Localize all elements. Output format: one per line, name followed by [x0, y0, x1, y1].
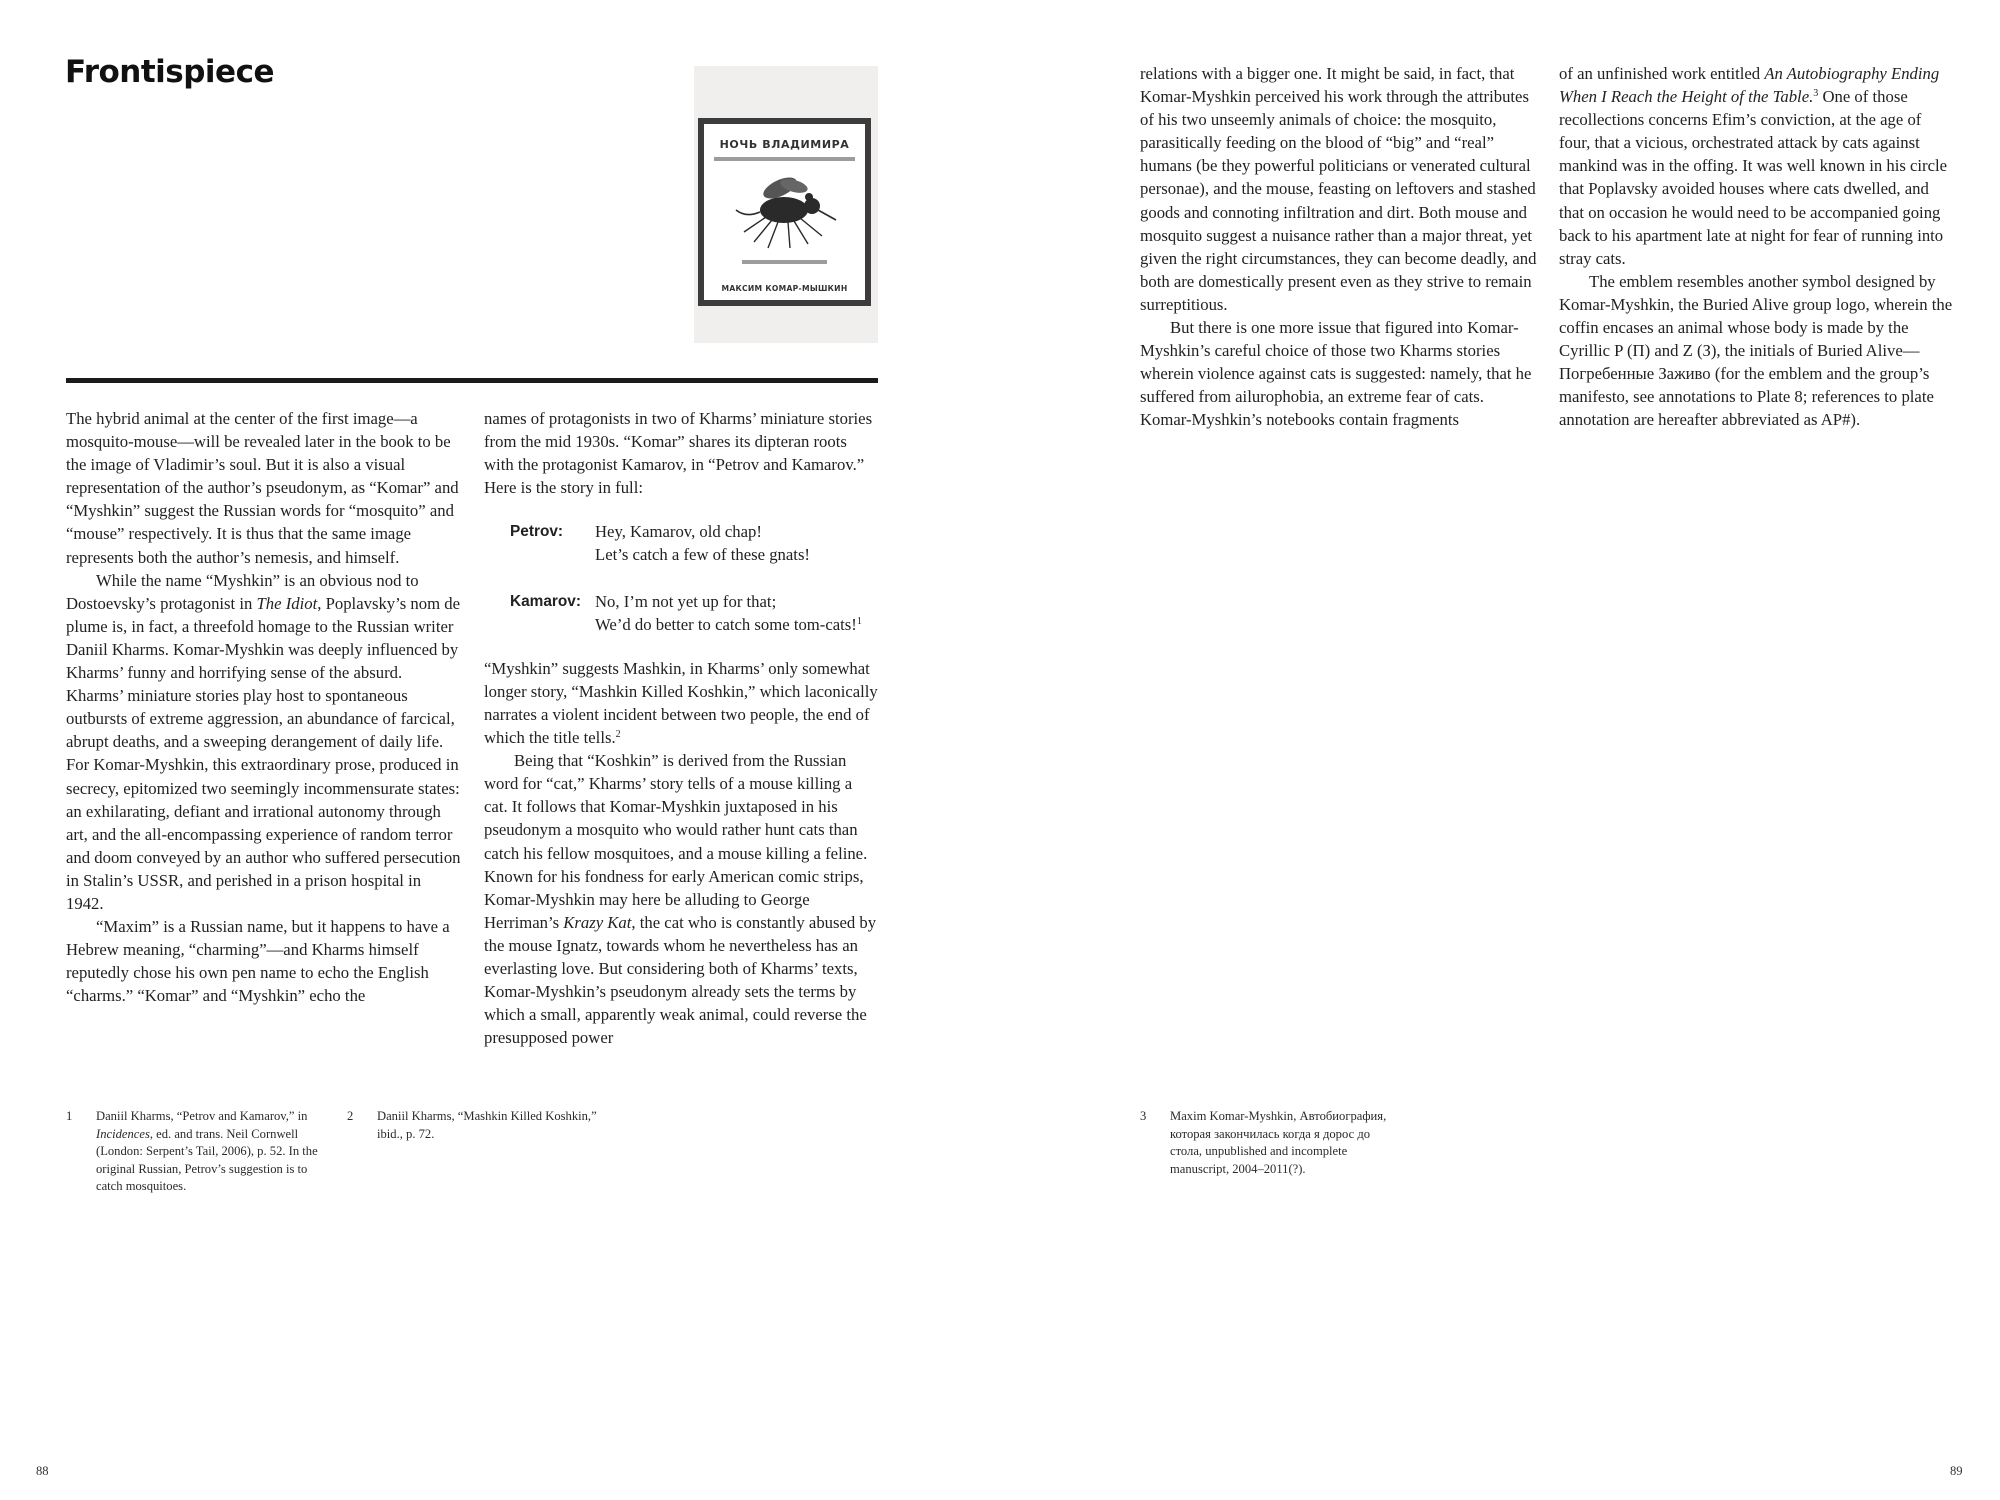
- footnote-2: [347, 1108, 600, 1143]
- text-run: , the cat who is constantly abused by the mouse Ignatz, towards whom he nevertheless has an everlasting love. But considering both of Kharms’ texts, Komar-Myshkin’s pseudonym already sets the terms by which a small, apparently weak animal, could reverse the presupposed power: [484, 912, 877, 1048]
- work-title: An Autobiography Ending When I Reach the Height of the Table.: [1559, 64, 1940, 107]
- paragraph: relations with a bigger one. It might be said, in fact, that Komar-Myshkin perceived his work through the attributes of his two unseemly animals of choice: the mosquito, parasitically feeding on the blood of “big” and “real” humans (be they powerful politicians or venerated cultural personae), and the mouse, feasting on leftovers and stashed goods and connoting infiltration and dirt. Both mouse and mosquito suggest a nuisance rather than a major threat, yet given the right circumstances, they can become deadly, and both are domestically present even as they strive to remain surreptitious.: [1140, 64, 1537, 314]
- page-number-right: 89: [1950, 1464, 1963, 1478]
- footnote-text: Daniil Kharms, “Mashkin Killed Koshkin,” ibid., p. 72.: [377, 1109, 597, 1141]
- footnote-text: Maxim Komar-Myshkin, Автобиография, которая закончилась когда я дорос до стола, unpublished and incomplete manuscript, 2004–2011(?).: [1170, 1109, 1387, 1176]
- footnote-text: [96, 1108, 319, 1196]
- footnote-ref: 1: [856, 615, 862, 627]
- dialog-line: [510, 590, 879, 636]
- footnote-1: [66, 1108, 319, 1196]
- page-title: Frontispiece: [65, 54, 274, 90]
- paragraph: [484, 657, 879, 749]
- dialog-line: [510, 520, 879, 566]
- footnote-ref: 2: [615, 729, 621, 741]
- paragraph: [66, 569, 461, 915]
- cover-title: НОЧЬ ВЛАДИМИРА: [719, 138, 850, 151]
- text-run: “Myshkin” suggests Mashkin, in Kharms’ only somewhat longer story, “Mashkin Killed Koshkin,” which laconically narrates a violent incident between two people, the end of which the title tells.: [484, 658, 878, 748]
- page-number-left: 88: [36, 1464, 49, 1478]
- section-divider: [66, 378, 878, 383]
- text-run: , ed. and trans. Neil Cornwell (London: Serpent’s Tail, 2006), p. 52. In the original Russian, Petrov’s suggestion is to catch mosquitoes.: [96, 1126, 318, 1194]
- text-run: One of those recollections concerns Efim’s conviction, at the age of four, that a vicious, orchestrated attack by cats against mankind was in the offing. It was well known in his circle that Poplavsky avoided houses where cats dwelled, and that on occasion he would need to be accompanied going back to his apartment late at night for fear of running into stray cats.: [1559, 87, 1948, 268]
- cover-divider-bottom: [742, 260, 827, 264]
- paragraph: “Maxim” is a Russian name, but it happens to have a Hebrew meaning, “charming”—and Kharms himself reputedly chose his own pen name to echo the English “charms.” “Komar” and “Myshkin” echo the: [66, 917, 450, 1006]
- paragraph: names of protagonists in two of Kharms’ miniature stories from the mid 1930s. “Komar” shares its dipteran roots with the protagonist Kamarov, in “Petrov and Kamarov.” Here is the story in full:: [484, 409, 873, 498]
- cover-frame: [698, 118, 871, 306]
- cover-author: МАКСИМ КОМАР-МЫШКИН: [721, 284, 848, 293]
- dialog-text-line: Let’s catch a few of these gnats!: [595, 545, 810, 565]
- dialog-speaker: Petrov:: [510, 523, 564, 541]
- paragraph: [1559, 62, 1956, 270]
- text-column-2: [484, 407, 879, 1049]
- dialog-text: [595, 520, 810, 566]
- dialog-speaker: Kamarov:: [510, 592, 581, 610]
- text-column-4: [1559, 62, 1956, 432]
- dialog-block: [510, 520, 879, 635]
- paragraph: The hybrid animal at the center of the first image—a mosquito-mouse—will be revealed later in the book to be the image of Vladimir’s soul. But it is also a visual representation of the author’s pseudonym, as “Komar” and “Myshkin” suggest the Russian words for “mosquito” and “mouse” respectively. It is thus that the same image represents both the author’s nemesis, and himself.: [66, 409, 459, 567]
- footnote-number: 3: [1140, 1109, 1147, 1123]
- text-run: , Poplavsky’s nom de plume is, in fact, a threefold homage to the Russian writer Daniil Kharms. Komar-Myshkin was deeply influenced by Kharms’ funny and horrifying sense of the absurd. Kharms’ miniature stories play host to spontaneous outbursts of extreme aggression, an abundance of farcical, abrupt deaths, and a sweeping derangement of daily life. For Komar-Myshkin, this extraordinary prose, produced in secrecy, epitomized two seemingly incommensurate states: an exhilarating, defiant and irrational autonomy through art, and the all-encompassing experience of random terror and doom conveyed by an author who suffered persecution in Stalin’s USSR, and perished in a prison hospital in 1942.: [66, 593, 461, 913]
- text-run: We’d do better to catch some tom-cats!: [595, 614, 857, 634]
- text-run: While the name “Myshkin” is an obvious nod to Dostoevsky’s protagonist in: [66, 570, 419, 613]
- book-title: The Idiot: [256, 593, 318, 613]
- comic-title: Krazy Kat: [563, 912, 632, 932]
- footnote-ref: 3: [1813, 88, 1819, 100]
- text-column-1: [66, 407, 461, 1007]
- paragraph: [484, 749, 879, 1049]
- dialog-text: [595, 590, 862, 636]
- dialog-text-line: [595, 613, 862, 636]
- footnote-number: 2: [347, 1109, 354, 1123]
- mosquito-mouse-icon: [732, 170, 838, 252]
- cover-divider-top: [714, 157, 855, 161]
- text-run: of an unfinished work entitled: [1559, 64, 1765, 83]
- paragraph: The emblem resembles another symbol designed by Komar-Myshkin, the Buried Alive group logo, wherein the coffin encases an animal whose body is made by the Cyrillic P (П) and Z (З), the initials of Buried Alive—Погребенные Заживо (for the emblem and the group’s manifesto, see annotations to Plate 8; references to plate annotation are hereafter abbreviated as AP#).: [1559, 271, 1953, 430]
- book-cover-image: [694, 66, 878, 343]
- paragraph: But there is one more issue that figured into Komar-Myshkin’s careful choice of those two Kharms stories wherein violence against cats is suggested: namely, that he suffered from ailurophobia, an extreme fear of cats. Komar-Myshkin’s notebooks contain fragments: [1140, 318, 1532, 430]
- footnote-number: 1: [66, 1109, 73, 1123]
- footnote-3: [1140, 1108, 1402, 1178]
- text-column-3: [1140, 62, 1537, 432]
- text-run: Being that “Koshkin” is derived from the Russian word for “cat,” Kharms’ story tells of a mouse killing a cat. It follows that Komar-Myshkin juxtaposed in his pseudonym a mosquito who would rather hunt cats than catch his fellow mosquitoes, and a mouse killing a feline. Known for his fondness for early American comic strips, Komar-Myshkin may here be alluding to George Herriman’s: [484, 751, 868, 932]
- book-title: Incidences: [96, 1126, 150, 1141]
- dialog-text-line: No, I’m not yet up for that;: [595, 591, 777, 611]
- dialog-text-line: Hey, Kamarov, old chap!: [595, 522, 762, 542]
- text-run: Daniil Kharms, “Petrov and Kamarov,” in: [96, 1109, 308, 1123]
